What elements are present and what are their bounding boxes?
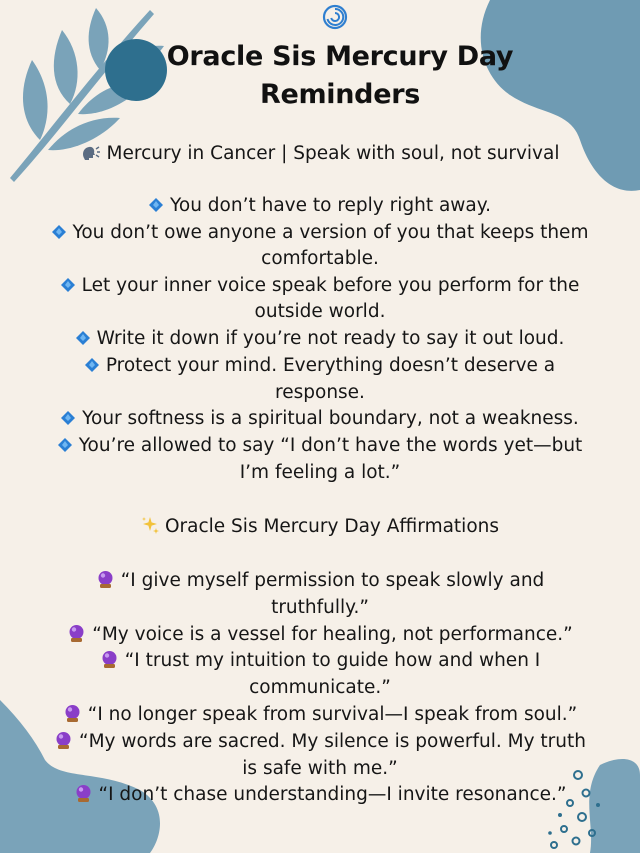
intro-text: Mercury in Cancer | Speak with soul, not survival [106,143,560,164]
blue-diamond-icon [76,331,90,345]
crystal-ball-icon [100,650,119,669]
crystal-ball-icon [96,570,115,589]
affirmations-heading: Oracle Sis Mercury Day Affirmations [0,514,640,540]
intro-line [0,141,640,167]
reminder-3-line-2: outside world. [254,301,386,322]
blue-diamond-icon [58,438,72,452]
title-line-2: Reminders [259,79,421,110]
cyclone-icon [322,4,348,30]
affirmation-1-line-2: truthfully.” [271,597,369,618]
reminder-7-line-1: You’re allowed to say “I don’t have the words yet—but [0,433,640,459]
blue-diamond-icon [149,198,163,212]
affirmation-2-line-1: “My voice is a vessel for healing, not performance.” [0,622,640,648]
title-line-1: Oracle Sis Mercury Day [166,41,514,72]
reminder-5-line-1: Protect your mind. Everything doesn’t deserve a [0,353,640,379]
reminder-4-line-1: Write it down if you’re not ready to say it out loud. [0,326,640,352]
reminder-5-line-2: response. [275,382,365,403]
speaking-head-icon [81,144,101,162]
affirmation-1-line-1: “I give myself permission to speak slowly and [0,568,640,594]
reminder-1-line-1: You don’t have to reply right away. [0,193,640,219]
crystal-ball-icon [63,704,82,723]
blue-diamond-icon [61,278,75,292]
crystal-ball-icon [67,624,86,643]
reminder-7-line-2: I’m feeling a lot.” [239,462,401,483]
sparkles-icon [141,516,159,534]
page-title [100,38,580,114]
reminder-2-line-1: You don’t owe anyone a version of you that keeps them [0,220,640,246]
blue-diamond-icon [61,411,75,425]
reminder-3-line-1: Let your inner voice speak before you perform for the [0,273,640,299]
blue-diamond-icon [52,225,66,239]
affirmation-6-line-1: “I don’t chase understanding—I invite resonance.” [0,782,640,808]
affirmation-3-line-2: communicate.” [249,677,391,698]
blue-diamond-icon [85,358,99,372]
crystal-ball-icon [54,731,73,750]
affirmation-5-line-2: is safe with me.” [242,758,398,779]
reminder-2-line-2: comfortable. [261,248,379,269]
affirmation-3-line-1: “I trust my intuition to guide how and when I [0,648,640,674]
affirmation-5-line-1: “My words are sacred. My silence is powerful. My truth [0,729,640,755]
reminder-6-line-1: Your softness is a spiritual boundary, not a weakness. [0,406,640,432]
crystal-ball-icon [74,784,93,803]
affirmation-4-line-1: “I no longer speak from survival—I speak from soul.” [0,702,640,728]
